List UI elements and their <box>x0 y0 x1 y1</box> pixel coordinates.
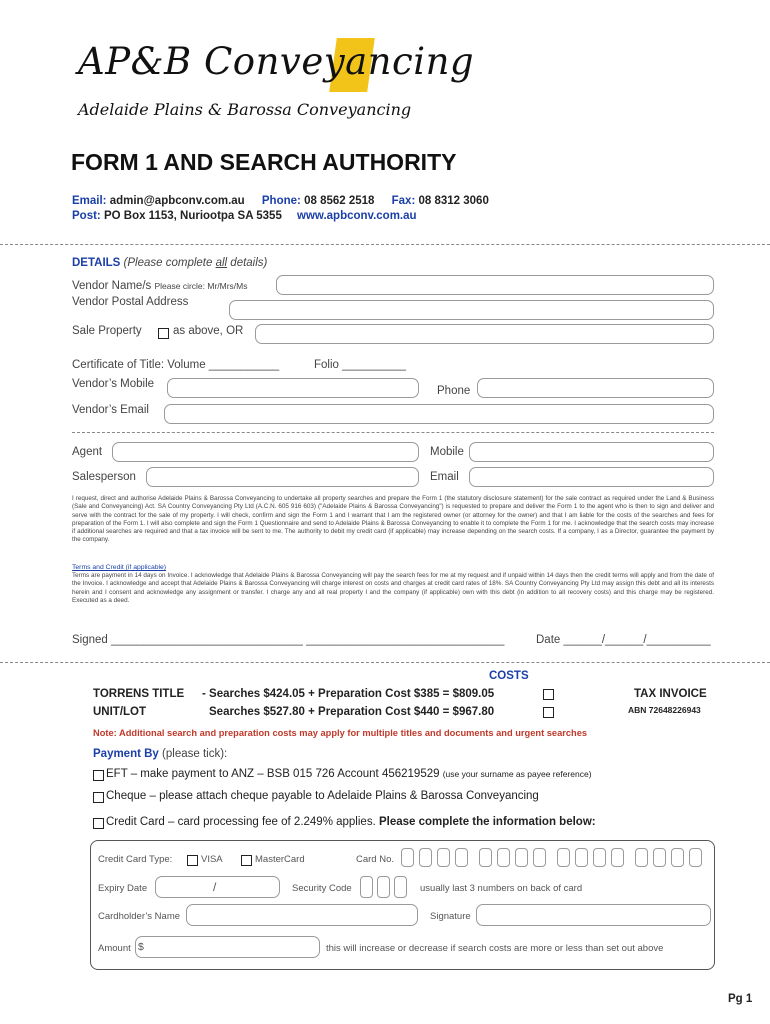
amount-label: Amount <box>98 943 131 954</box>
costs-note-text: Additional search and preparation costs may apply for multiple titles and documents and urgent searches <box>119 728 588 738</box>
payment-heading-label: Payment By <box>93 748 159 760</box>
email-value[interactable]: admin@apbconv.com.au <box>109 195 245 207</box>
unit-lot-label: UNIT/LOT <box>93 706 147 718</box>
card-number-digit[interactable] <box>533 848 546 867</box>
mastercard-checkbox[interactable] <box>241 855 252 866</box>
eft-option <box>106 768 592 780</box>
card-number-digit[interactable] <box>479 848 492 867</box>
security-digit-2[interactable] <box>377 876 390 898</box>
security-digit-1[interactable] <box>360 876 373 898</box>
phone-label: Phone: <box>261 195 301 207</box>
card-number-digit[interactable] <box>635 848 648 867</box>
details-heading <box>72 257 267 269</box>
vendor-names-hint: Please circle: Mr/Mrs/Ms <box>154 281 248 291</box>
unit-lot-checkbox[interactable] <box>543 707 554 718</box>
phone-field[interactable] <box>477 378 714 398</box>
card-type-label: Credit Card Type: <box>98 854 173 865</box>
salesperson-label: Salesperson <box>72 471 136 483</box>
cardholder-name-field[interactable] <box>186 904 418 926</box>
certificate-folio-label: Folio __________ <box>314 359 407 371</box>
contact-line-1 <box>72 195 489 207</box>
unit-lot-cost: Searches $527.80 + Preparation Cost $440 = $967.80 <box>209 706 495 718</box>
torrens-title-checkbox[interactable] <box>543 689 554 700</box>
torrens-title-label: TORRENS TITLE <box>93 688 185 700</box>
card-number-digit[interactable] <box>515 848 528 867</box>
card-number-digit[interactable] <box>671 848 684 867</box>
vendor-mobile-field[interactable] <box>167 378 419 398</box>
vendor-postal-field[interactable] <box>229 300 714 320</box>
vendor-postal-label: Vendor Postal Address <box>72 296 189 308</box>
amount-field[interactable] <box>135 936 320 958</box>
card-number-digit[interactable] <box>401 848 414 867</box>
as-above-label: as above, OR <box>173 325 244 337</box>
section-divider <box>0 244 770 245</box>
amount-note: this will increase or decrease if search costs are more or less than set out above <box>326 943 664 954</box>
phone-field-label: Phone <box>437 385 471 397</box>
form-title: FORM 1 AND SEARCH AUTHORITY <box>71 149 457 175</box>
as-above-checkbox[interactable] <box>158 328 169 339</box>
eft-option-text: EFT – make payment to ANZ – BSB 015 726 Account 456219529 <box>106 768 440 780</box>
card-number-digit[interactable] <box>557 848 570 867</box>
fax-value: 08 8312 3060 <box>418 195 489 207</box>
mastercard-label: MasterCard <box>255 854 305 865</box>
post-value: PO Box 1153, Nuriootpa SA 5355 <box>103 210 282 222</box>
agent-email-label: Email <box>430 471 459 483</box>
vendor-email-field[interactable] <box>164 404 714 424</box>
payment-heading-note: (please tick): <box>162 748 228 760</box>
card-number-digit[interactable] <box>611 848 624 867</box>
certificate-volume-label: Certificate of Title: Volume ___________ <box>72 359 280 371</box>
sale-property-label: Sale Property <box>72 325 142 337</box>
date-line[interactable]: Date ______/______/__________ <box>536 634 711 646</box>
costs-divider <box>0 662 770 663</box>
details-heading-label: DETAILS <box>72 257 121 269</box>
sale-property-field[interactable] <box>255 324 714 344</box>
card-number-digit[interactable] <box>497 848 510 867</box>
card-number-digit[interactable] <box>575 848 588 867</box>
fax-label: Fax: <box>391 195 416 207</box>
cheque-checkbox[interactable] <box>93 792 104 803</box>
card-number-digit[interactable] <box>653 848 666 867</box>
company-logo-text: AP&B Conveyancing <box>78 40 475 83</box>
vendor-names-label <box>72 280 248 292</box>
costs-note <box>93 728 587 738</box>
card-number-digit[interactable] <box>455 848 468 867</box>
credit-card-checkbox[interactable] <box>93 818 104 829</box>
card-number-digit[interactable] <box>419 848 432 867</box>
signed-line[interactable]: Signed ______________________________ _______________________________ <box>72 634 505 646</box>
contact-line-2 <box>72 210 417 222</box>
phone-value: 08 8562 2518 <box>304 195 375 207</box>
expiry-date-field[interactable] <box>155 876 280 898</box>
payment-heading <box>93 748 227 760</box>
signature-field[interactable] <box>476 904 711 926</box>
website-link[interactable]: www.apbconv.com.au <box>297 210 417 222</box>
expiry-slash: / <box>213 880 217 894</box>
security-code-hint: usually last 3 numbers on back of card <box>420 883 583 894</box>
agent-mobile-field[interactable] <box>469 442 714 462</box>
costs-note-label: Note: <box>93 728 117 738</box>
agent-label: Agent <box>72 446 103 458</box>
terms-paragraph: Terms are payment in 14 days on Invoice. I acknowledge that Adelaide Plains & Barossa Conveyancing will pay the search fees for me at my request and if unpaid within 14 days then the credit terms will apply and from the date of the Invoice. I acknowledge and accept that Adelaide Plains & Barossa Conveyancing will charge interest on costs and charges at credit card rates of 18%. SA Country Conveyancing Pty Ltd may assign this debt and all its interests herein and I consent and acknowledge any assignment or transfer. I charge any and all real property I and the company (if applicable) own with this debt (in addition to all recovery costs) and this charge may be registered. Executed as a deed. <box>72 572 714 604</box>
visa-checkbox[interactable] <box>187 855 198 866</box>
post-label: Post: <box>72 210 101 222</box>
torrens-title-cost: - Searches $424.05 + Preparation Cost $385 = $809.05 <box>202 688 495 700</box>
mobile-label: Mobile <box>430 446 464 458</box>
amount-dollar-sign: $ <box>138 941 144 953</box>
abn-label: ABN 72648226943 <box>628 705 701 715</box>
details-note-post: details) <box>227 257 268 269</box>
credit-card-option-bold: Please complete the information below: <box>378 816 596 828</box>
security-digit-3[interactable] <box>394 876 407 898</box>
agent-email-field[interactable] <box>469 467 714 487</box>
details-note-all: all <box>215 257 228 269</box>
costs-heading: COSTS <box>489 670 529 682</box>
expiry-date-label: Expiry Date <box>98 883 148 894</box>
cheque-option: Cheque – please attach cheque payable to Adelaide Plains & Barossa Conveyancing <box>106 790 539 802</box>
details-divider <box>72 432 714 433</box>
credit-card-option-text: Credit Card – card processing fee of 2.249% applies. <box>106 816 376 828</box>
salesperson-field[interactable] <box>146 467 419 487</box>
eft-checkbox[interactable] <box>93 770 104 781</box>
visa-label: VISA <box>201 854 223 865</box>
vendor-names-text: Vendor Name/s <box>72 280 152 292</box>
security-code-label: Security Code <box>292 883 352 894</box>
page-number: Pg 1 <box>728 993 753 1005</box>
signature-label: Signature <box>430 911 471 922</box>
card-number-digit[interactable] <box>689 848 702 867</box>
eft-option-note: (use your surname as payee reference) <box>442 769 592 779</box>
terms-heading: Terms and Credit (if applicable) <box>72 564 167 571</box>
card-number-digit[interactable] <box>593 848 606 867</box>
card-number-label: Card No. <box>356 854 395 865</box>
credit-card-option <box>106 816 596 828</box>
authority-paragraph: I request, direct and authorise Adelaide Plains & Barossa Conveyancing to undertake all property searches and prepare the Form 1 (the statutory disclosure statement) for the sale contract as required under the Land & Business (Sale and Conveyancing) Act. SA Country Conveyancing Pty Ltd (A.C.N. 605 916 603) ("Adelaide Plains & Barossa Conveyancing") is requested to prepare and deliver the Form 1 to the agent who is then to sign and deliver and serve with the contract for the sale of my property. I will check, confirm and sign the Form 1 and I warrant that I am the registered owner (or attorney for the owner) and that I am liable for the costs of the searches and fees for preparation of the Form 1. I will also complete and sign the Form 1 Questionnaire and send to Adelaide Plains & Barossa Conveyancing to enable it to complete the Form 1 for me. I acknowledge that the search costs may increase if additional searches are required and that a tax invoice will be sent to me. The authority to debit my credit card (if applicable) may increase depending on the search costs. If a company, I as a Director, guarantee the payment by the company. <box>72 495 714 544</box>
vendor-mobile-label: Vendor’s Mobile <box>72 378 155 390</box>
card-number-digit[interactable] <box>437 848 450 867</box>
email-label: Email: <box>72 195 107 207</box>
tax-invoice-label: TAX INVOICE <box>634 688 707 700</box>
vendor-email-label: Vendor’s Email <box>72 404 149 416</box>
vendor-names-field[interactable] <box>276 275 714 295</box>
card-number-field[interactable] <box>401 848 711 868</box>
company-logo-subtitle: Adelaide Plains & Barossa Conveyancing <box>78 100 412 119</box>
agent-field[interactable] <box>112 442 419 462</box>
details-note-pre: (Please complete <box>123 257 216 269</box>
cardholder-name-label: Cardholder’s Name <box>98 911 181 922</box>
